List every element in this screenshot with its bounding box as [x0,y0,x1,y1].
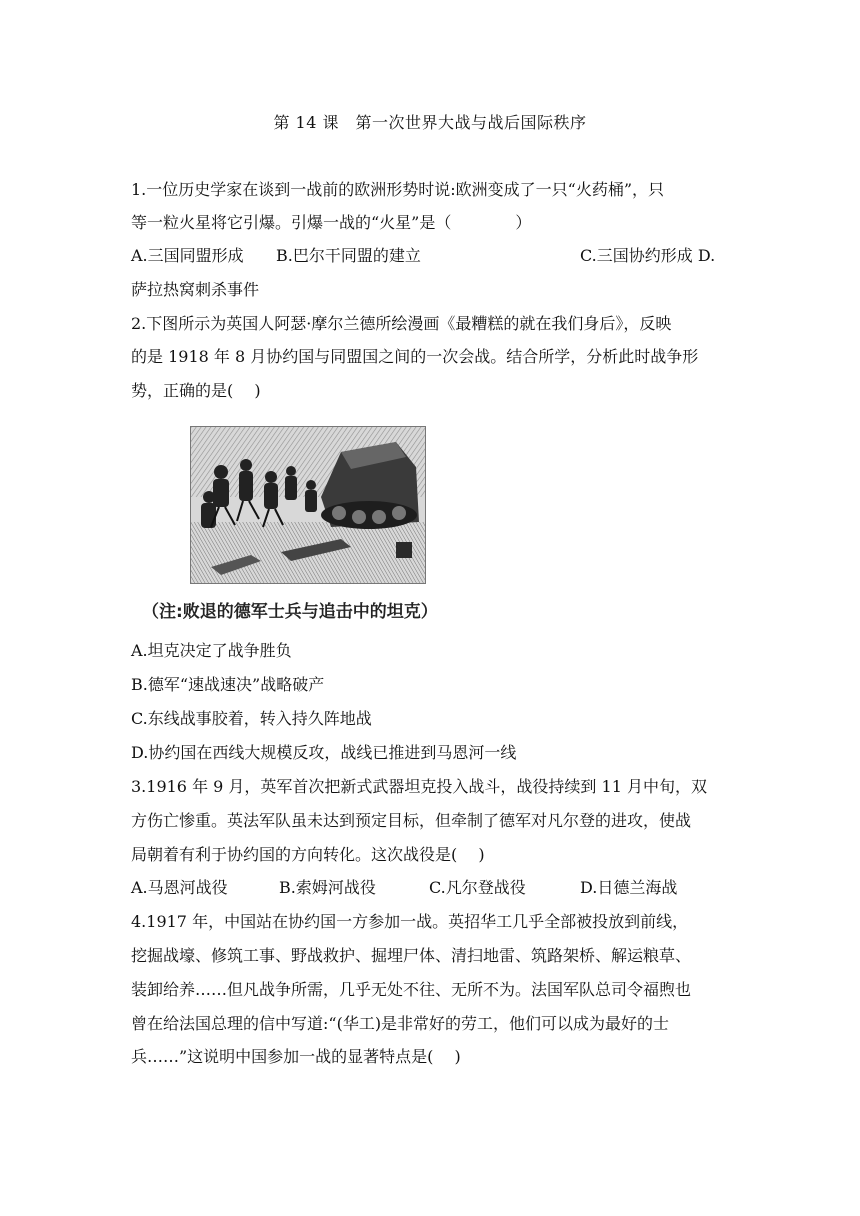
q4-stem-line: 装卸给养……但凡战争所需，几乎无处不往、无所不为。法国军队总司令福煦也 [131,980,692,999]
q1-stem-line: 1.一位历史学家在谈到一战前的欧洲形势时说:欧洲变成了一只“火药桶”，只 [131,180,665,199]
q1-stem-line: 等一粒火星将它引爆。引爆一战的“火星”是（ ） [131,213,532,232]
q3-option-a: A.马恩河战役 [131,878,228,897]
q3-stem-line: 3.1916 年 9 月，英军首次把新式武器坦克投入战斗，战役持续到 11 月中旬，双 [131,777,707,796]
q2-option-a: A.坦克决定了战争胜负 [131,641,292,660]
q2-option-b: B.德军“速战速决”战略破产 [131,675,325,694]
q3-stem-line: 方伤亡惨重。英法军队虽未达到预定目标，但牵制了德军对凡尔登的进攻，使战 [131,811,692,830]
q4-stem-line: 兵……”这说明中国参加一战的显著特点是( ) [131,1047,461,1066]
war-illustration-icon [190,426,426,584]
q2-stem-line: 的是 1918 年 8 月协约国与同盟国之间的一次会战。结合所学，分析此时战争形 [131,347,699,366]
q4-stem-line: 4.1917 年，中国站在协约国一方参加一战。英招华工几乎全部被投放到前线， [131,912,689,931]
q3-option-c: C.凡尔登战役 [429,878,526,897]
figure-caption: （注:败退的德军士兵与追击中的坦克） [142,602,438,622]
q2-stem-line: 势，正确的是( ) [131,381,261,400]
q2-option-d: D.协约国在西线大规模反攻，战线已推进到马恩河一线 [131,743,517,762]
q3-stem-line: 局朝着有利于协约国的方向转化。这次战役是( ) [131,845,485,864]
q3-option-d: D.日德兰海战 [580,878,678,897]
q1-option-b: B.巴尔干同盟的建立 [276,246,421,265]
q3-option-b: B.索姆河战役 [279,878,376,897]
page-title: 第 14 课 第一次世界大战与战后国际秩序 [273,113,587,132]
q1-option-a: A.三国同盟形成 [131,246,244,265]
q1-option-d-continued: 萨拉热窝刺杀事件 [131,280,260,299]
q2-option-c: C.东线战事胶着，转入持久阵地战 [131,709,372,728]
q1-options [131,246,731,266]
q3-options [131,878,731,898]
q1-option-c: C.三国协约形成 D. [580,246,716,265]
q2-stem-line: 2.下图所示为英国人阿瑟·摩尔兰德所绘漫画《最糟糕的就在我们身后》，反映 [131,314,672,333]
q4-stem-line: 挖掘战壕、修筑工事、野战救护、掘埋尸体、清扫地雷、筑路架桥、解运粮草、 [131,946,692,965]
q4-stem-line: 曾在给法国总理的信中写道:“(华工)是非常好的劳工，他们可以成为最好的士 [131,1014,670,1033]
